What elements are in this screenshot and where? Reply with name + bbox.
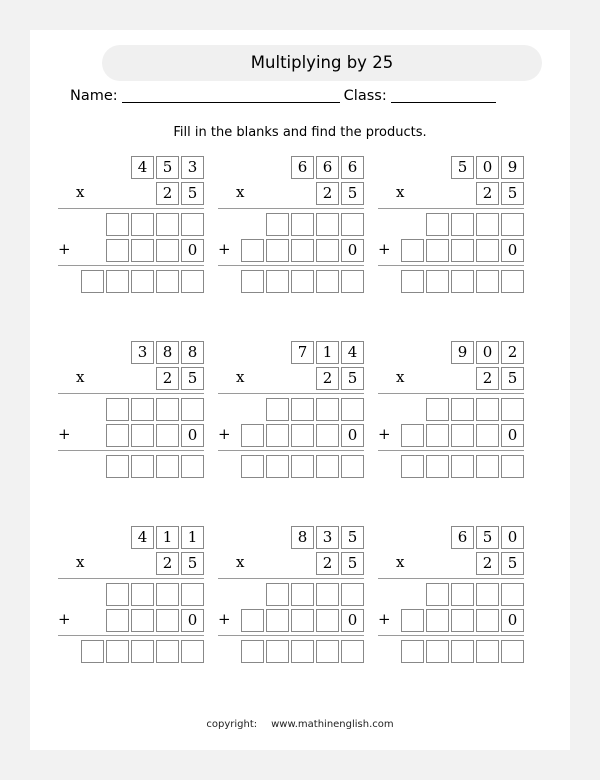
rule-above-partials xyxy=(378,393,524,394)
problem-4 xyxy=(54,340,214,525)
partial2-zero: 0 xyxy=(181,239,204,262)
multiplicand-digit-2: 0 xyxy=(476,156,499,179)
partial2-blank-1[interactable] xyxy=(401,609,424,632)
partial-product-2-row xyxy=(378,238,524,263)
multiplier-digit-2: 5 xyxy=(341,367,364,390)
partial1-blank-2[interactable] xyxy=(451,213,474,236)
answer-blank-2[interactable] xyxy=(266,270,289,293)
multiply-operator: x xyxy=(76,368,85,386)
multiplicand-digit-2: 1 xyxy=(316,341,339,364)
multiplicand-digit-3: 1 xyxy=(181,526,204,549)
worksheet-page xyxy=(30,30,570,750)
answer-blank-2[interactable] xyxy=(266,455,289,478)
partial2-blank-1[interactable] xyxy=(106,424,129,447)
plus-operator: + xyxy=(218,240,231,258)
partial-product-1-row xyxy=(58,582,204,607)
partial1-blank-1[interactable] xyxy=(426,583,449,606)
multiplier-digit-2: 5 xyxy=(181,552,204,575)
multiplier-digit-1: 2 xyxy=(476,367,499,390)
partial2-blank-3[interactable] xyxy=(291,239,314,262)
answer-blank-5[interactable] xyxy=(341,270,364,293)
partial1-blank-3[interactable] xyxy=(316,398,339,421)
answer-blank-3[interactable] xyxy=(156,455,179,478)
multiplier-digit-1: 2 xyxy=(156,182,179,205)
problem-8 xyxy=(214,525,374,710)
answer-blank-4[interactable] xyxy=(316,455,339,478)
partial1-blank-1[interactable] xyxy=(266,583,289,606)
answer-blank-3[interactable] xyxy=(451,640,474,663)
partial2-blank-2[interactable] xyxy=(266,609,289,632)
multiplicand-digit-1: 4 xyxy=(131,156,154,179)
partial-product-1-row xyxy=(218,397,364,422)
class-input-line[interactable] xyxy=(391,88,496,103)
partial2-blank-2[interactable] xyxy=(426,239,449,262)
partial1-blank-2[interactable] xyxy=(291,398,314,421)
multiplier-row xyxy=(58,551,204,576)
answer-blank-5[interactable] xyxy=(341,640,364,663)
answer-blank-1[interactable] xyxy=(81,270,104,293)
partial2-blank-3[interactable] xyxy=(451,609,474,632)
answer-blank-2[interactable] xyxy=(426,455,449,478)
plus-operator: + xyxy=(378,610,391,628)
partial1-blank-4[interactable] xyxy=(501,398,524,421)
answer-row xyxy=(218,639,364,664)
answer-blank-5[interactable] xyxy=(341,455,364,478)
partial1-blank-4[interactable] xyxy=(181,583,204,606)
page-title: Multiplying by 25 xyxy=(250,53,394,72)
answer-blank-4[interactable] xyxy=(476,640,499,663)
multiplicand-digit-2: 1 xyxy=(156,526,179,549)
partial2-zero: 0 xyxy=(501,609,524,632)
answer-blank-5[interactable] xyxy=(181,270,204,293)
partial2-blank-4[interactable] xyxy=(316,239,339,262)
rule-above-partials xyxy=(378,208,524,209)
partial1-blank-4[interactable] xyxy=(181,398,204,421)
partial2-blank-1[interactable] xyxy=(241,424,264,447)
answer-blank-4[interactable] xyxy=(156,270,179,293)
partial1-blank-3[interactable] xyxy=(476,583,499,606)
multiplicand-digit-2: 3 xyxy=(316,526,339,549)
answer-blank-2[interactable] xyxy=(266,640,289,663)
title-banner xyxy=(102,45,542,81)
partial1-blank-3[interactable] xyxy=(476,398,499,421)
partial1-blank-2[interactable] xyxy=(451,583,474,606)
answer-row xyxy=(58,639,204,664)
multiplier-row xyxy=(378,551,524,576)
partial2-blank-4[interactable] xyxy=(476,609,499,632)
answer-blank-4[interactable] xyxy=(181,455,204,478)
multiplier-digit-2: 5 xyxy=(341,552,364,575)
problem-stack xyxy=(218,525,364,665)
answer-blank-3[interactable] xyxy=(131,270,154,293)
partial-product-1-row xyxy=(378,397,524,422)
problem-1 xyxy=(54,155,214,340)
multiplier-row xyxy=(58,181,204,206)
multiplicand-row xyxy=(58,155,204,180)
multiplicand-digit-1: 5 xyxy=(451,156,474,179)
answer-blank-5[interactable] xyxy=(181,640,204,663)
multiplier-digit-2: 5 xyxy=(501,182,524,205)
plus-operator: + xyxy=(58,425,71,443)
copyright-label: copyright: xyxy=(206,719,258,730)
partial-product-2-row xyxy=(378,423,524,448)
answer-blank-2[interactable] xyxy=(106,270,129,293)
partial2-blank-2[interactable] xyxy=(426,609,449,632)
partial2-zero: 0 xyxy=(341,239,364,262)
rule-above-partials xyxy=(218,393,364,394)
partial1-blank-1[interactable] xyxy=(106,398,129,421)
problem-row xyxy=(30,155,570,340)
partial2-blank-1[interactable] xyxy=(241,609,264,632)
partial-product-2-row xyxy=(58,423,204,448)
partial1-blank-1[interactable] xyxy=(426,213,449,236)
partial2-zero: 0 xyxy=(341,424,364,447)
problem-stack xyxy=(218,340,364,480)
answer-blank-5[interactable] xyxy=(501,455,524,478)
multiplicand-digit-3: 8 xyxy=(181,341,204,364)
partial1-blank-1[interactable] xyxy=(106,583,129,606)
answer-row xyxy=(378,269,524,294)
answer-blank-1[interactable] xyxy=(401,640,424,663)
partial1-blank-2[interactable] xyxy=(291,583,314,606)
multiplicand-row xyxy=(58,525,204,550)
partial2-blank-4[interactable] xyxy=(316,609,339,632)
problem-stack xyxy=(58,155,204,295)
problem-9 xyxy=(374,525,534,710)
multiplicand-digit-3: 3 xyxy=(181,156,204,179)
partial2-blank-3[interactable] xyxy=(451,239,474,262)
multiplicand-digit-1: 7 xyxy=(291,341,314,364)
multiplier-digit-1: 2 xyxy=(316,552,339,575)
answer-blank-4[interactable] xyxy=(316,640,339,663)
partial1-blank-2[interactable] xyxy=(131,398,154,421)
rule-above-partials xyxy=(58,208,204,209)
partial1-blank-3[interactable] xyxy=(476,213,499,236)
partial2-blank-1[interactable] xyxy=(401,239,424,262)
answer-blank-1[interactable] xyxy=(106,455,129,478)
partial1-blank-3[interactable] xyxy=(316,583,339,606)
answer-blank-5[interactable] xyxy=(501,640,524,663)
multiplier-digit-1: 2 xyxy=(476,552,499,575)
partial1-blank-4[interactable] xyxy=(181,213,204,236)
partial2-blank-3[interactable] xyxy=(291,424,314,447)
partial2-zero: 0 xyxy=(341,609,364,632)
multiplier-row xyxy=(378,181,524,206)
partial1-blank-1[interactable] xyxy=(106,213,129,236)
partial2-blank-3[interactable] xyxy=(291,609,314,632)
answer-blank-1[interactable] xyxy=(401,455,424,478)
multiplicand-digit-2: 5 xyxy=(476,526,499,549)
multiplicand-digit-2: 6 xyxy=(316,156,339,179)
answer-blank-4[interactable] xyxy=(476,270,499,293)
partial2-blank-4[interactable] xyxy=(476,239,499,262)
answer-row xyxy=(378,639,524,664)
partial2-blank-1[interactable] xyxy=(106,239,129,262)
multiplier-digit-2: 5 xyxy=(341,182,364,205)
multiplicand-digit-3: 9 xyxy=(501,156,524,179)
multiplicand-row xyxy=(58,340,204,365)
answer-blank-1[interactable] xyxy=(241,455,264,478)
multiplicand-row xyxy=(378,155,524,180)
answer-blank-1[interactable] xyxy=(81,640,104,663)
class-label: Class: xyxy=(343,88,387,104)
partial1-blank-4[interactable] xyxy=(501,213,524,236)
problem-stack xyxy=(378,525,524,665)
multiplicand-digit-3: 2 xyxy=(501,341,524,364)
name-label: Name: xyxy=(70,88,118,104)
multiplier-digit-1: 2 xyxy=(156,367,179,390)
partial1-blank-4[interactable] xyxy=(341,398,364,421)
answer-row xyxy=(58,454,204,479)
partial1-blank-2[interactable] xyxy=(451,398,474,421)
problem-5 xyxy=(214,340,374,525)
multiply-operator: x xyxy=(76,553,85,571)
plus-operator: + xyxy=(378,425,391,443)
rule-above-partials xyxy=(378,578,524,579)
partial2-blank-1[interactable] xyxy=(401,424,424,447)
partial2-blank-3[interactable] xyxy=(156,424,179,447)
multiplier-digit-1: 2 xyxy=(476,182,499,205)
multiplicand-digit-2: 8 xyxy=(156,341,179,364)
problem-stack xyxy=(378,155,524,295)
multiplier-row xyxy=(378,366,524,391)
multiply-operator: x xyxy=(236,368,245,386)
multiply-operator: x xyxy=(76,183,85,201)
rule-above-partials xyxy=(218,208,364,209)
answer-row xyxy=(58,269,204,294)
problem-stack xyxy=(58,340,204,480)
multiplier-digit-1: 2 xyxy=(316,367,339,390)
partial-product-1-row xyxy=(378,212,524,237)
partial1-blank-4[interactable] xyxy=(341,213,364,236)
partial2-blank-3[interactable] xyxy=(451,424,474,447)
partial-product-1-row xyxy=(58,212,204,237)
partial-product-2-row xyxy=(218,608,364,633)
multiplier-row xyxy=(218,366,364,391)
footer xyxy=(30,719,570,730)
partial2-blank-4[interactable] xyxy=(476,424,499,447)
partial-product-2-row xyxy=(218,238,364,263)
answer-blank-2[interactable] xyxy=(131,455,154,478)
partial-product-1-row xyxy=(58,397,204,422)
partial2-blank-2[interactable] xyxy=(131,424,154,447)
multiplicand-digit-1: 4 xyxy=(131,526,154,549)
partial-product-1-row xyxy=(378,582,524,607)
plus-operator: + xyxy=(218,610,231,628)
partial1-blank-2[interactable] xyxy=(131,213,154,236)
multiply-operator: x xyxy=(236,183,245,201)
partial2-blank-3[interactable] xyxy=(156,239,179,262)
answer-blank-2[interactable] xyxy=(426,640,449,663)
problem-7 xyxy=(54,525,214,710)
multiplicand-digit-3: 0 xyxy=(501,526,524,549)
problem-stack xyxy=(218,155,364,295)
partial2-zero: 0 xyxy=(501,239,524,262)
partial2-blank-4[interactable] xyxy=(316,424,339,447)
partial1-blank-2[interactable] xyxy=(291,213,314,236)
multiplicand-digit-1: 3 xyxy=(131,341,154,364)
multiplicand-digit-3: 4 xyxy=(341,341,364,364)
answer-blank-3[interactable] xyxy=(291,270,314,293)
partial2-zero: 0 xyxy=(181,609,204,632)
answer-blank-4[interactable] xyxy=(316,270,339,293)
partial1-blank-1[interactable] xyxy=(266,213,289,236)
answer-blank-4[interactable] xyxy=(156,640,179,663)
answer-blank-3[interactable] xyxy=(291,640,314,663)
multiplier-digit-2: 5 xyxy=(501,552,524,575)
multiplicand-digit-2: 0 xyxy=(476,341,499,364)
answer-blank-2[interactable] xyxy=(426,270,449,293)
multiplier-digit-2: 5 xyxy=(181,182,204,205)
multiplicand-digit-2: 5 xyxy=(156,156,179,179)
multiply-operator: x xyxy=(236,553,245,571)
problem-2 xyxy=(214,155,374,340)
multiplicand-digit-3: 5 xyxy=(341,526,364,549)
partial1-blank-4[interactable] xyxy=(341,583,364,606)
instruction-text: Fill in the blanks and find the products. xyxy=(173,125,427,140)
multiplicand-digit-1: 6 xyxy=(291,156,314,179)
multiplier-digit-2: 5 xyxy=(181,367,204,390)
partial2-blank-2[interactable] xyxy=(266,424,289,447)
answer-row xyxy=(218,269,364,294)
rule-above-answer xyxy=(58,635,204,636)
problem-stack xyxy=(378,340,524,480)
problem-stack xyxy=(58,525,204,665)
partial2-blank-2[interactable] xyxy=(131,609,154,632)
rule-above-answer xyxy=(378,265,524,266)
multiplicand-digit-3: 6 xyxy=(341,156,364,179)
name-input-line[interactable] xyxy=(122,88,340,103)
rule-above-answer xyxy=(378,635,524,636)
plus-operator: + xyxy=(58,610,71,628)
multiplier-digit-1: 2 xyxy=(156,552,179,575)
answer-blank-3[interactable] xyxy=(291,455,314,478)
answer-blank-5[interactable] xyxy=(501,270,524,293)
answer-blank-3[interactable] xyxy=(451,455,474,478)
partial1-blank-3[interactable] xyxy=(156,213,179,236)
multiplicand-row xyxy=(218,525,364,550)
partial-product-1-row xyxy=(218,212,364,237)
multiplicand-digit-1: 9 xyxy=(451,341,474,364)
multiplicand-row xyxy=(378,340,524,365)
partial-product-2-row xyxy=(58,608,204,633)
problem-6 xyxy=(374,340,534,525)
answer-blank-1[interactable] xyxy=(241,270,264,293)
multiplicand-row xyxy=(378,525,524,550)
multiply-operator: x xyxy=(396,368,405,386)
partial1-blank-3[interactable] xyxy=(156,398,179,421)
answer-row xyxy=(378,454,524,479)
rule-above-answer xyxy=(58,450,204,451)
rule-above-partials xyxy=(58,578,204,579)
rule-above-answer xyxy=(218,450,364,451)
partial2-blank-2[interactable] xyxy=(131,239,154,262)
partial2-blank-1[interactable] xyxy=(241,239,264,262)
multiplier-row xyxy=(58,366,204,391)
rule-above-partials xyxy=(218,578,364,579)
partial1-blank-1[interactable] xyxy=(426,398,449,421)
multiplicand-row xyxy=(218,340,364,365)
footer-site: www.mathinenglish.com xyxy=(271,719,394,730)
rule-above-answer xyxy=(218,635,364,636)
problem-row xyxy=(30,525,570,710)
problem-row xyxy=(30,340,570,525)
partial-product-2-row xyxy=(218,423,364,448)
plus-operator: + xyxy=(218,425,231,443)
answer-blank-3[interactable] xyxy=(131,640,154,663)
partial2-blank-3[interactable] xyxy=(156,609,179,632)
partial2-blank-1[interactable] xyxy=(106,609,129,632)
multiply-operator: x xyxy=(396,183,405,201)
rule-above-answer xyxy=(378,450,524,451)
answer-blank-3[interactable] xyxy=(451,270,474,293)
partial1-blank-2[interactable] xyxy=(131,583,154,606)
answer-blank-1[interactable] xyxy=(241,640,264,663)
answer-blank-1[interactable] xyxy=(401,270,424,293)
multiplicand-digit-1: 8 xyxy=(291,526,314,549)
partial2-blank-2[interactable] xyxy=(426,424,449,447)
partial1-blank-3[interactable] xyxy=(156,583,179,606)
partial2-zero: 0 xyxy=(181,424,204,447)
plus-operator: + xyxy=(378,240,391,258)
answer-blank-2[interactable] xyxy=(106,640,129,663)
multiplicand-row xyxy=(218,155,364,180)
partial1-blank-4[interactable] xyxy=(501,583,524,606)
answer-blank-4[interactable] xyxy=(476,455,499,478)
partial-product-1-row xyxy=(218,582,364,607)
multiplier-digit-2: 5 xyxy=(501,367,524,390)
partial2-blank-2[interactable] xyxy=(266,239,289,262)
multiplier-row xyxy=(218,551,364,576)
rule-above-partials xyxy=(58,393,204,394)
multiplier-digit-1: 2 xyxy=(316,182,339,205)
rule-above-answer xyxy=(58,265,204,266)
name-class-row xyxy=(70,88,532,110)
problem-3 xyxy=(374,155,534,340)
partial1-blank-3[interactable] xyxy=(316,213,339,236)
problem-grid xyxy=(30,155,570,710)
rule-above-answer xyxy=(218,265,364,266)
multiply-operator: x xyxy=(396,553,405,571)
partial2-zero: 0 xyxy=(501,424,524,447)
answer-row xyxy=(218,454,364,479)
partial-product-2-row xyxy=(378,608,524,633)
partial1-blank-1[interactable] xyxy=(266,398,289,421)
plus-operator: + xyxy=(58,240,71,258)
multiplier-row xyxy=(218,181,364,206)
multiplicand-digit-1: 6 xyxy=(451,526,474,549)
partial-product-2-row xyxy=(58,238,204,263)
